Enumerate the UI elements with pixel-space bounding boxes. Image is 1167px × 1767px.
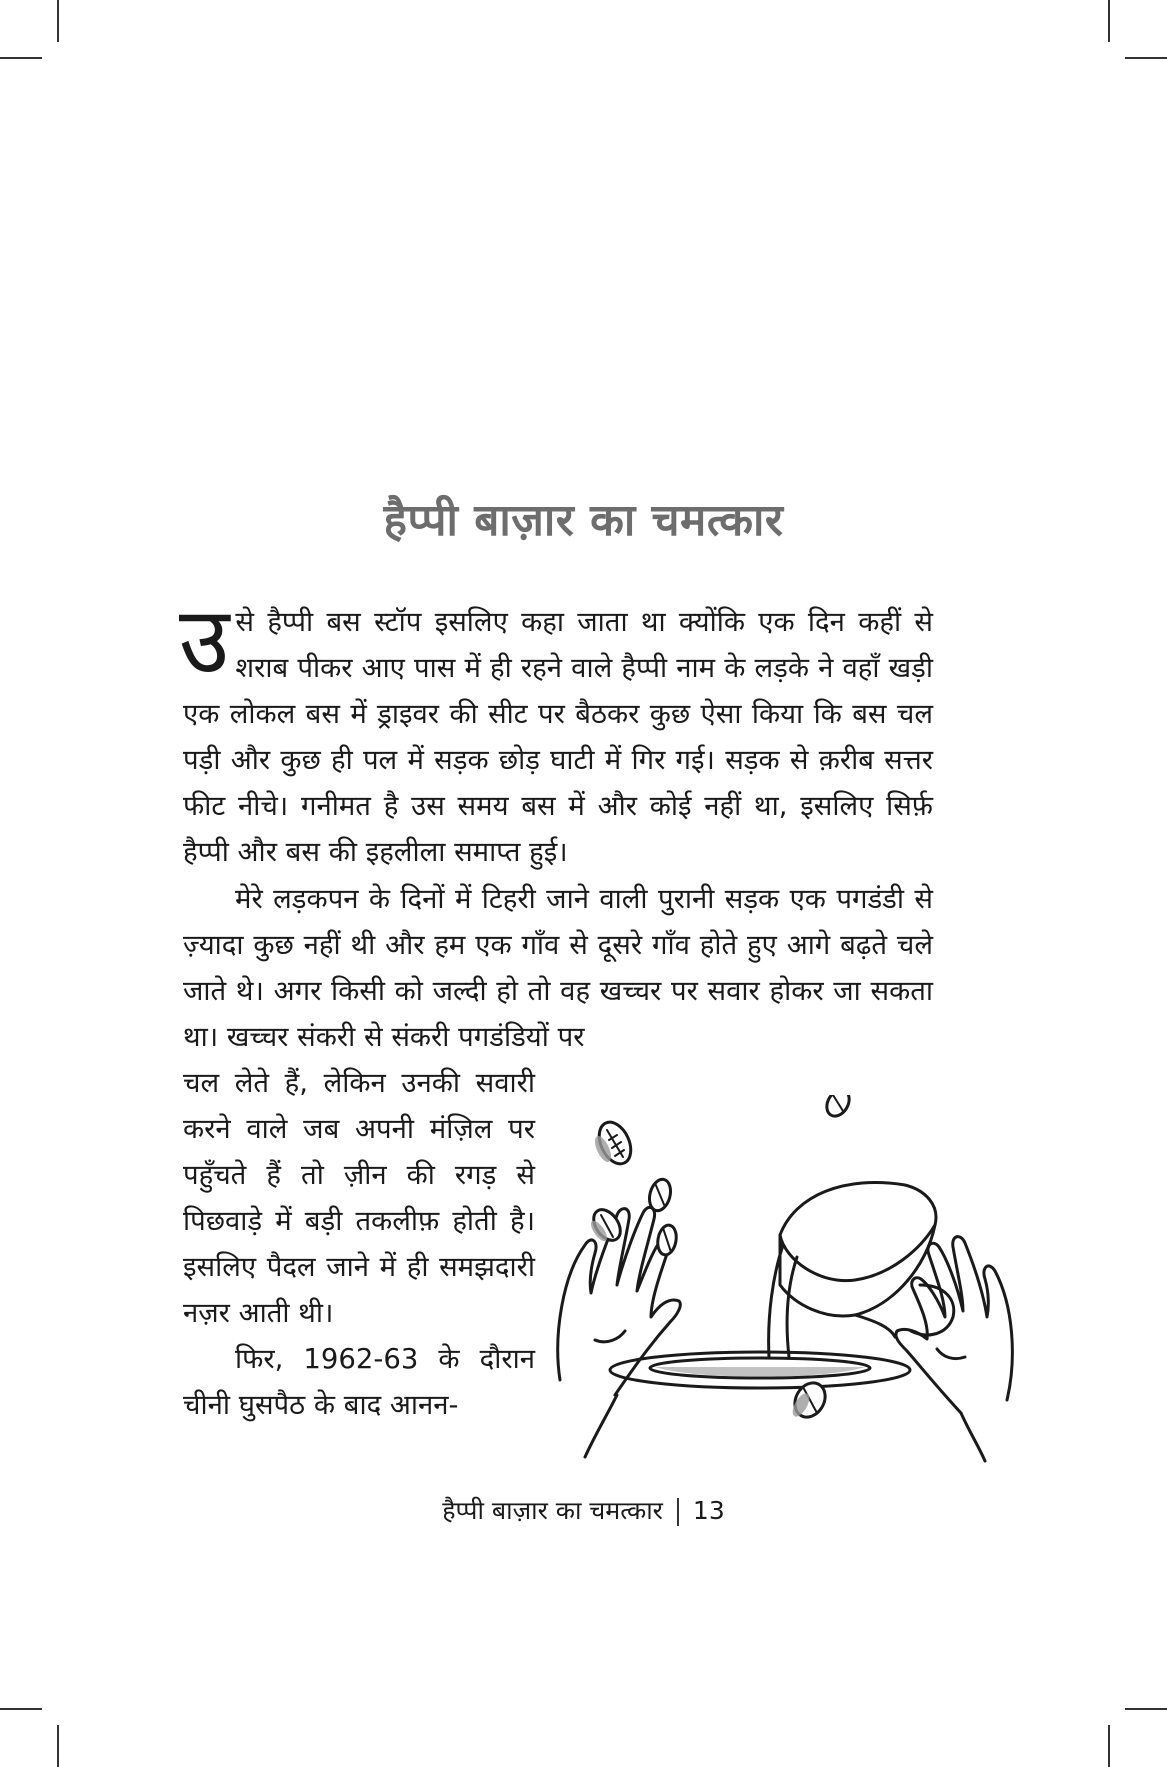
- paragraph-1: [179, 587, 933, 875]
- crop-mark-bottom-right-h: [1125, 1708, 1167, 1710]
- crop-mark-top-left-v: [57, 0, 59, 42]
- hands-teacup-leaves-icon: [555, 1095, 1015, 1465]
- paragraph-4: फिर, 1962-63 के दौरान चीनी घुसपैठ के बाद आनन-: [183, 1343, 535, 1421]
- page-number: 13: [692, 1496, 725, 1525]
- chapter-title: हैप्पी बाज़ार का चमत्कार: [383, 495, 784, 546]
- crop-mark-bottom-right-v: [1108, 1725, 1110, 1767]
- running-title: हैप्पी बाज़ार का चमत्कार: [442, 1496, 663, 1525]
- footer-separator: [677, 1498, 679, 1526]
- crop-mark-bottom-left-h: [0, 1708, 42, 1710]
- crop-mark-top-left-h: [0, 57, 42, 59]
- crop-mark-bottom-left-v: [57, 1725, 59, 1767]
- paragraph-3: चल लेते हैं, लेकिन उनकी सवारी करने वाले जब अपनी मंज़िल पर पहुँचते हैं तो ज़ीन की रगड़ से पिछवाड़े में बड़ी तकलीफ़ होती है। इसलिए पैदल जाने में ही समझदारी नज़र आती थी।: [183, 1067, 535, 1329]
- drop-cap: उ: [179, 587, 230, 694]
- paragraph-1-text: से हैप्पी बस स्टॉप इसलिए कहा जाता था क्योंकि एक दिन कहीं से शराब पीकर आए पास में ही रहने वाले हैप्पी नाम के लड़के ने वहाँ खड़ी एक लोकल बस में ड्राइवर की सीट पर बैठकर कुछ ऐसा किया कि बस चल पड़ी और कुछ ही पल में सड़क छोड़ घाटी में गिर गई। सड़क से क़रीब सत्तर फीट नीचे। गनीमत है उस समय बस में और कोई नहीं था, इसलिए सिर्फ़ हैप्पी और बस की इहलीला समाप्त हुई।: [183, 606, 933, 868]
- paragraph-2: मेरे लड़कपन के दिनों में टिहरी जाने वाली पुरानी सड़क एक पगडंडी से ज़्यादा कुछ नहीं थी और हम एक गाँव से दूसरे गाँव होते हुए आगे बढ़ते चले जाते थे। अगर किसी को जल्दी हो तो वह खच्चर पर सवार होकर जा सकता था। खच्चर संकरी से संकरी पगडंडियों पर: [183, 883, 933, 1053]
- crop-mark-top-right-h: [1125, 57, 1167, 59]
- page-footer: [0, 1493, 1167, 1527]
- crop-mark-top-right-v: [1108, 0, 1110, 42]
